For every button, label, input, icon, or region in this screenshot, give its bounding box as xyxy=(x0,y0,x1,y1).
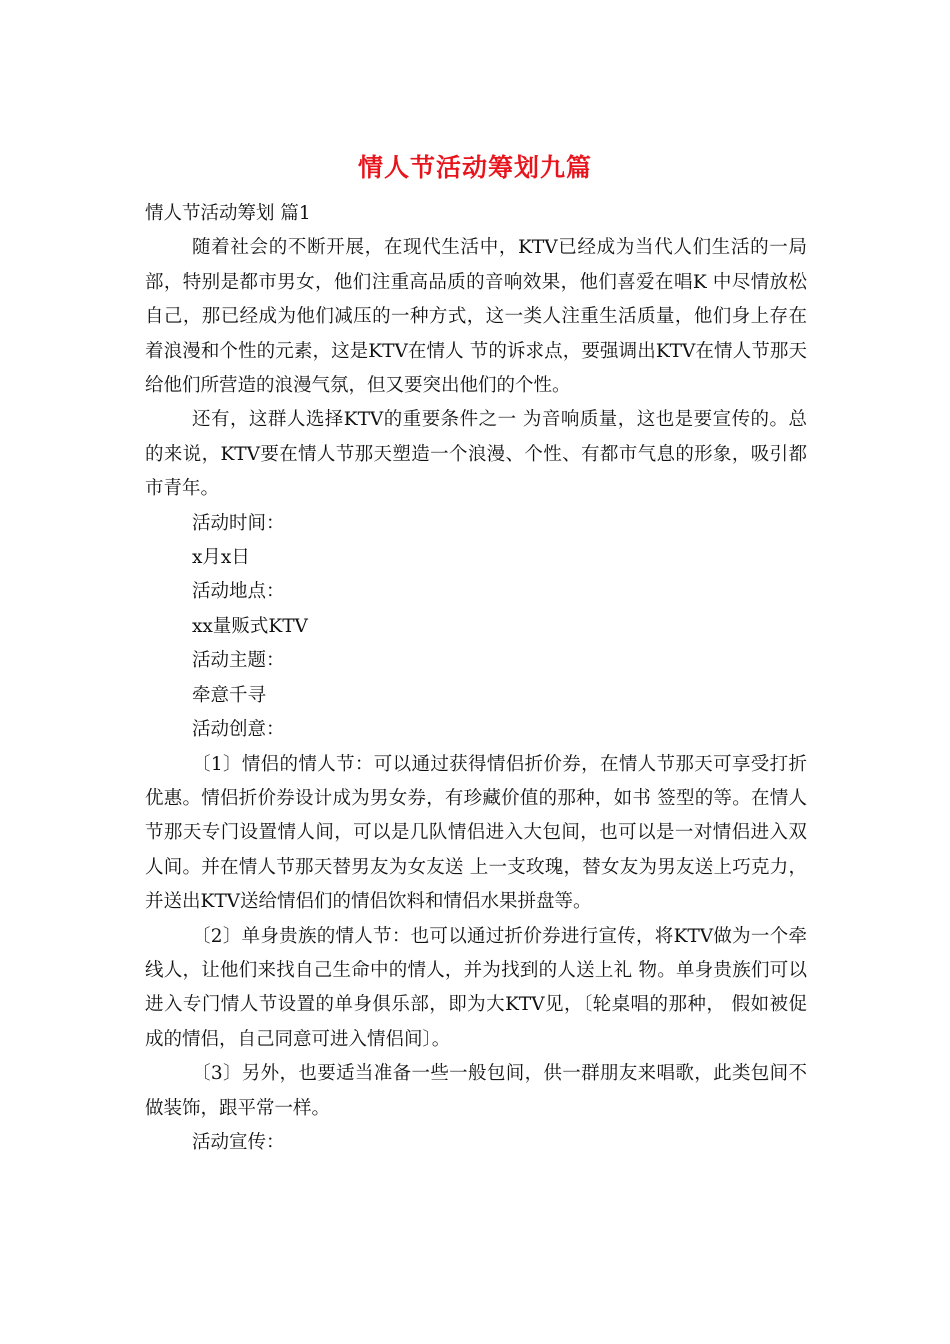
idea-label: 活动创意： xyxy=(192,719,285,741)
theme-label: 活动主题： xyxy=(192,650,285,672)
place-value: xx量贩式KTV xyxy=(192,615,308,637)
section-heading: 情人节活动筹划 篇1 xyxy=(145,203,311,224)
body-paragraph: 随着社会的不断开展，在现代生活中，KTV已经成为当代人们生活的一局部，特别是都市男女，他们注重高品质的音响效果，他们喜爱在唱K 中尽情放松自己，那已经成为他们减压的一种方式，这一类人注重生活质量，他们身上存在着浪漫和个性的元素，这是KTV在情人 节的诉求点，要强调出KTV在情人节那天给他们所营造的浪漫气氛，但又要突出他们的个性。 xyxy=(145,237,807,397)
promo-label: 活动宣传： xyxy=(192,1131,285,1153)
time-label: 活动时间： xyxy=(192,512,285,534)
document-body xyxy=(145,197,807,1160)
place-label: 活动地点： xyxy=(192,581,285,603)
document-title: 情人节活动筹划九篇 xyxy=(357,153,592,182)
time-value: x月x日 xyxy=(192,547,250,569)
body-paragraph: 还有，这群人选择KTV的重要条件之一 为音响质量，这也是要宣传的。总的来说，KTV要在情人节那天塑造一个浪漫、个性、有都市气息的形象，吸引都市青年。 xyxy=(145,409,807,500)
theme-value: 牵意千寻 xyxy=(192,684,267,706)
idea-item: 〔3〕另外，也要适当准备一些一般包间，供一群朋友来唱歌，此类包间不做装饰，跟平常一样。 xyxy=(145,1063,807,1119)
idea-item: 〔1〕情侣的情人节：可以通过获得情侣折价券，在情人节那天可享受打折优惠。情侣折价券设计成为男女券，有珍藏价值的那种，如书 签型的等。在情人节那天专门设置情人间，可以是几队情侣进入大包间，也可以是一对情侣进入双人间。并在情人节那天替男友为女友送 上一支玫瑰，替女友为男友送上巧克力，并送出KTV送给情侣们的情侣饮料和情侣水果拼盘等。 xyxy=(145,753,807,913)
idea-item: 〔2〕单身贵族的情人节：也可以通过折价券进行宣传，将KTV做为一个牵线人，让他们来找自己生命中的情人，并为找到的人送上礼 物。单身贵族们可以进入专门情人节设置的单身俱乐部，即为大KTV见，〔轮桌唱的那种， 假如被促成的情侣，自己同意可进入情侣间〕。 xyxy=(145,925,807,1050)
